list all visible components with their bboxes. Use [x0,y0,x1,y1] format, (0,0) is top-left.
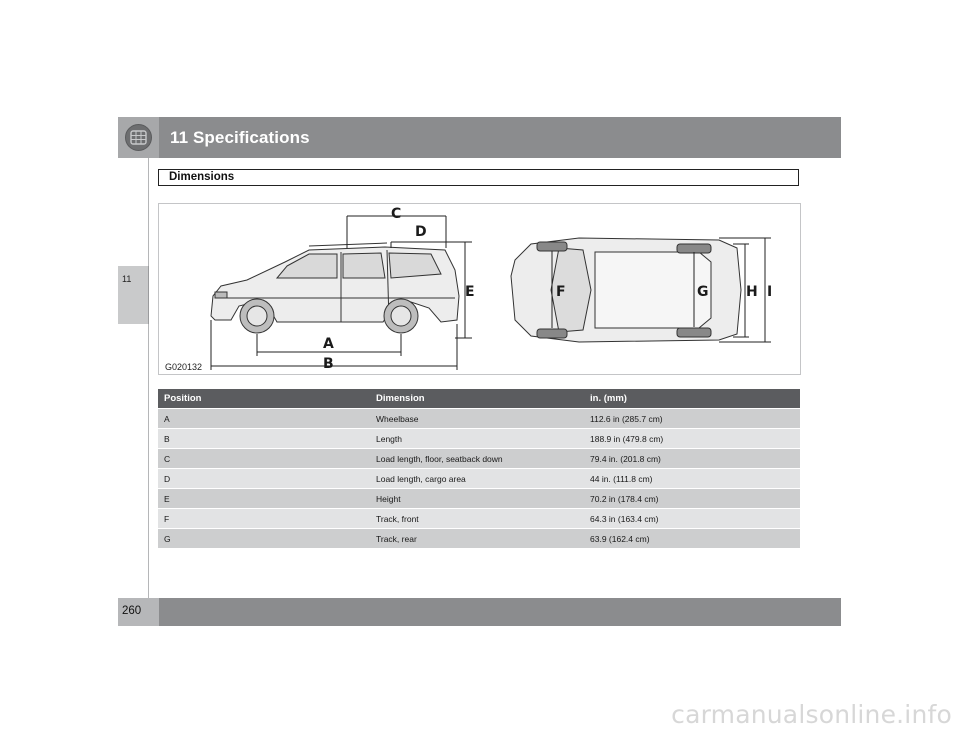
dimension-label-b: B [323,356,334,372]
dimensions-figure [158,203,801,375]
dimension-label-a: A [323,336,334,352]
margin-divider [148,158,149,598]
position-cell: F [158,509,370,529]
dimension-label-c: C [391,206,402,222]
table-row [158,509,800,529]
dimension-label-h: H [746,284,758,300]
dimension-cell: Wheelbase [370,409,584,429]
position-cell: G [158,529,370,549]
footer-bar [118,598,841,626]
position-cell: D [158,469,370,489]
dimensions-table [158,389,800,548]
measurement-cell: 64.3 in (163.4 cm) [584,509,800,529]
dimension-cell: Load length, cargo area [370,469,584,489]
position-cell: E [158,489,370,509]
column-header-dimension: Dimension [370,389,584,409]
dimension-cell: Track, rear [370,529,584,549]
chapter-tab-number: 11 [122,274,132,284]
specifications-chapter-icon [124,123,153,152]
dimension-cell: Track, front [370,509,584,529]
figure-code: G020132 [165,362,203,372]
table-row [158,409,800,429]
dimension-cell: Height [370,489,584,509]
page-number: 260 [122,605,142,617]
column-header-position: Position [158,389,370,409]
table-row [158,469,800,489]
chapter-title: 11 Specifications [170,128,310,147]
measurement-cell: 112.6 in (285.7 cm) [584,409,800,429]
dimension-cell: Load length, floor, seatback down [370,449,584,469]
chapter-icon-box [118,117,159,158]
dimension-label-f: F [556,284,566,300]
car-side-view [211,243,459,333]
measurement-cell: 63.9 (162.4 cm) [584,529,800,549]
table-header-row [158,389,800,409]
measurement-cell: 188.9 in (479.8 cm) [584,429,800,449]
dimension-label-i: I [767,284,773,300]
section-heading: Dimensions [158,169,799,186]
position-cell: A [158,409,370,429]
measurement-cell: 70.2 in (178.4 cm) [584,489,800,509]
dimension-label-g: G [697,284,709,300]
table-row [158,429,800,449]
measurement-cell: 79.4 in. (201.8 cm) [584,449,800,469]
vehicle-dimensions-diagram [159,204,802,376]
chapter-tab [118,266,149,324]
dimension-cell: Length [370,429,584,449]
measurement-cell: 44 in. (111.8 cm) [584,469,800,489]
position-cell: C [158,449,370,469]
table-row [158,529,800,549]
watermark: carmanualsonline.info [671,700,952,729]
dimension-label-e: E [465,284,475,300]
dimension-label-d: D [415,224,427,240]
table-row [158,449,800,469]
column-header-measurement: in. (mm) [584,389,800,409]
position-cell: B [158,429,370,449]
table-row [158,489,800,509]
